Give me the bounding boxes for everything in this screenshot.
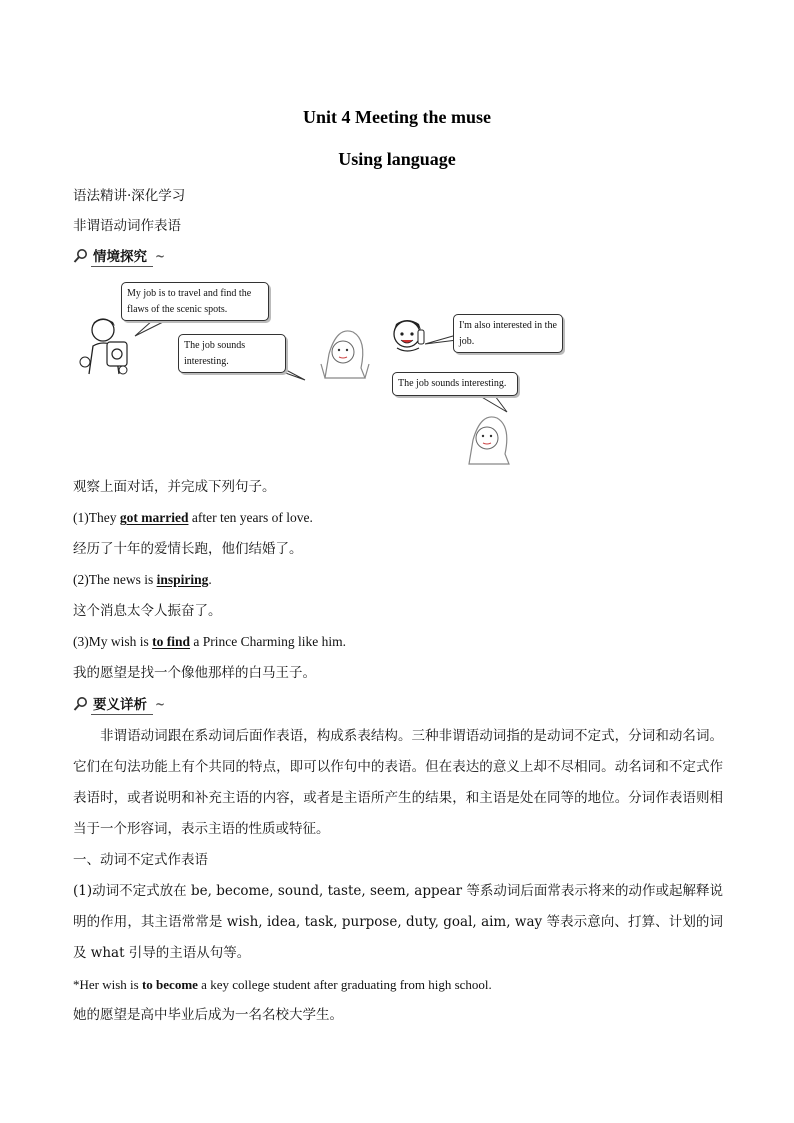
section-1-heading: 一、动词不定式作表语 bbox=[73, 852, 208, 868]
exercise-item-1-translation: 经历了十年的爱情长跑，他们结婚了。 bbox=[73, 541, 303, 557]
rule-1: (1)动词不定式放在 be, become, sound, taste, seem, appear 等系动词后面常表示将来的动作或起解释说明的作用，其主语常常是 wish, idea, task, purpose, duty, goal, aim, way 等表示意向、打算、计划的词及 what 引导的主语从句等。 bbox=[73, 883, 723, 961]
page-title: Unit 4 Meeting the muse bbox=[303, 107, 491, 127]
example-suffix: a key college student after graduating from high school. bbox=[197, 977, 492, 992]
item-3-prefix: (3)My wish is bbox=[73, 634, 153, 649]
item-3-suffix: a Prince Charming like him. bbox=[190, 634, 346, 649]
speech-bubble-interesting-2: The job sounds interesting. bbox=[392, 372, 518, 396]
exercise-item-3-translation: 我的愿望是找一个像他那样的白马王子。 bbox=[73, 665, 316, 681]
exercise-instruction: 观察上面对话，并完成下列句子。 bbox=[73, 479, 276, 495]
scenario-tag-label: 情境探究 bbox=[91, 245, 153, 267]
example-translation: 她的愿望是高中毕业后成为一名名校大学生。 bbox=[73, 1007, 343, 1023]
speech-bubble-also: I'm also interested in the job. bbox=[453, 314, 563, 353]
speech-bubble-travel: My job is to travel and find the flaws of the scenic spots. bbox=[121, 282, 269, 321]
girl-figure bbox=[321, 331, 369, 378]
item-2-prefix: (2)The news is bbox=[73, 572, 157, 587]
magnifier-icon bbox=[73, 696, 89, 712]
exercise-item-3 bbox=[73, 634, 346, 650]
page-subtitle: Using language bbox=[338, 149, 456, 169]
example-sentence bbox=[73, 969, 723, 1000]
tag-tail-icon: ~ bbox=[155, 249, 166, 263]
girl-figure-2 bbox=[469, 417, 509, 464]
speech-bubble-interesting-1: The job sounds interesting. bbox=[178, 334, 286, 373]
item-2-answer: inspiring bbox=[156, 572, 209, 587]
example-prefix: *Her wish is bbox=[73, 977, 142, 992]
item-1-prefix: (1)They bbox=[73, 510, 120, 525]
magnifier-icon bbox=[73, 248, 89, 264]
analysis-tag-label: 要义详析 bbox=[91, 693, 153, 715]
item-3-answer: to find bbox=[152, 634, 191, 649]
analysis-body bbox=[73, 721, 723, 1031]
exercise-item-1 bbox=[73, 510, 313, 526]
tag-tail-icon: ~ bbox=[155, 697, 166, 711]
item-1-answer: got married bbox=[119, 510, 189, 525]
exercise-item-2-translation: 这个消息太令人振奋了。 bbox=[73, 603, 222, 619]
scenario-tag bbox=[73, 246, 165, 266]
item-1-suffix: after ten years of love. bbox=[188, 510, 313, 525]
example-bold: to become bbox=[141, 977, 198, 992]
analysis-paragraph: 非谓语动词跟在系动词后面作表语，构成系表结构。三种非谓语动词指的是动词不定式，分词和动名词。它们在句法功能上有个共同的特点，即可以作句中的表语。但在表达的意义上却不尽相同。动名词和不定式作表语时，或者说明和补充主语的内容，或者是主语所产生的结果，和主语是处在同等的地位。分词作表语则相当于一个形容词，表示主语的性质或特征。 bbox=[73, 728, 723, 837]
grammar-topic: 非谓语动词作表语 bbox=[73, 218, 181, 234]
girl-with-phone-figure bbox=[394, 320, 424, 351]
section-category: 语法精讲·深化学习 bbox=[73, 188, 186, 204]
analysis-tag bbox=[73, 694, 165, 714]
traveler-figure bbox=[80, 319, 127, 374]
item-2-suffix: . bbox=[208, 572, 212, 587]
exercise-item-2 bbox=[73, 572, 212, 588]
